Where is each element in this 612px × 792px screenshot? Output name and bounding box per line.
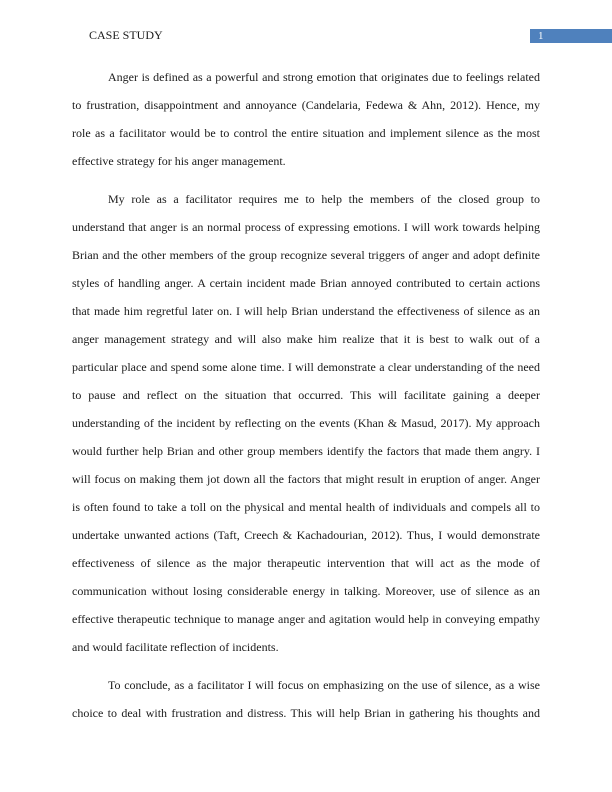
text-line: Anger is defined as a powerful and strong emotion that originates due to feelings related [108, 70, 540, 84]
text-line: effective strategy for his anger management. [72, 154, 286, 168]
text-line: to pause and reflect on the situation that occurred. This will facilitate gaining a deeper [72, 388, 540, 402]
text-line: is often found to take a toll on the physical and mental health of individuals and compels all to [72, 500, 540, 514]
text-line: My role as a facilitator requires me to help the members of the closed group to [108, 192, 540, 206]
text-line: To conclude, as a facilitator I will focus on emphasizing on the use of silence, as a wise [108, 678, 540, 692]
text-line: communication without losing considerable energy in talking. Moreover, use of silence as an [72, 584, 540, 598]
page-number-badge: 1 [530, 29, 612, 43]
running-head: CASE STUDY [89, 28, 163, 42]
text-line: anger management strategy and will also make him realize that it is best to walk out of a [72, 332, 540, 346]
text-line: and would facilitate reflection of incidents. [72, 640, 279, 654]
text-line: to frustration, disappointment and annoyance (Candelaria, Fedewa & Ahn, 2012). Hence, my [72, 98, 540, 112]
text-line: that made him regretful later on. I will help Brian understand the effectiveness of silence as an [72, 304, 540, 318]
text-line: particular place and spend some alone time. I will demonstrate a clear understanding of the need [72, 360, 540, 374]
text-line: choice to deal with frustration and distress. This will help Brian in gathering his thoughts and [72, 706, 540, 720]
text-line: understanding of the incident by reflecting on the events (Khan & Masud, 2017). My approach [72, 416, 540, 430]
text-line: effective therapeutic technique to manage anger and agitation would help in conveying empathy [72, 612, 540, 626]
text-line: role as a facilitator would be to control the entire situation and implement silence as the most [72, 126, 540, 140]
text-line: undertake unwanted actions (Taft, Creech & Kachadourian, 2012). Thus, I would demonstrate [72, 528, 540, 542]
text-line: Brian and the other members of the group recognize several triggers of anger and adopt definite [72, 248, 540, 262]
text-line: will focus on making them jot down all the factors that might result in eruption of anger. Anger [72, 472, 540, 486]
text-line: effectiveness of silence as the major therapeutic intervention that will act as the mode of [72, 556, 540, 570]
text-line: styles of handling anger. A certain incident made Brian annoyed contributed to certain actions [72, 276, 540, 290]
text-line: understand that anger is an normal process of expressing emotions. I will work towards helping [72, 220, 540, 234]
text-line: would further help Brian and other group members identify the factors that made them angry. I [72, 444, 540, 458]
